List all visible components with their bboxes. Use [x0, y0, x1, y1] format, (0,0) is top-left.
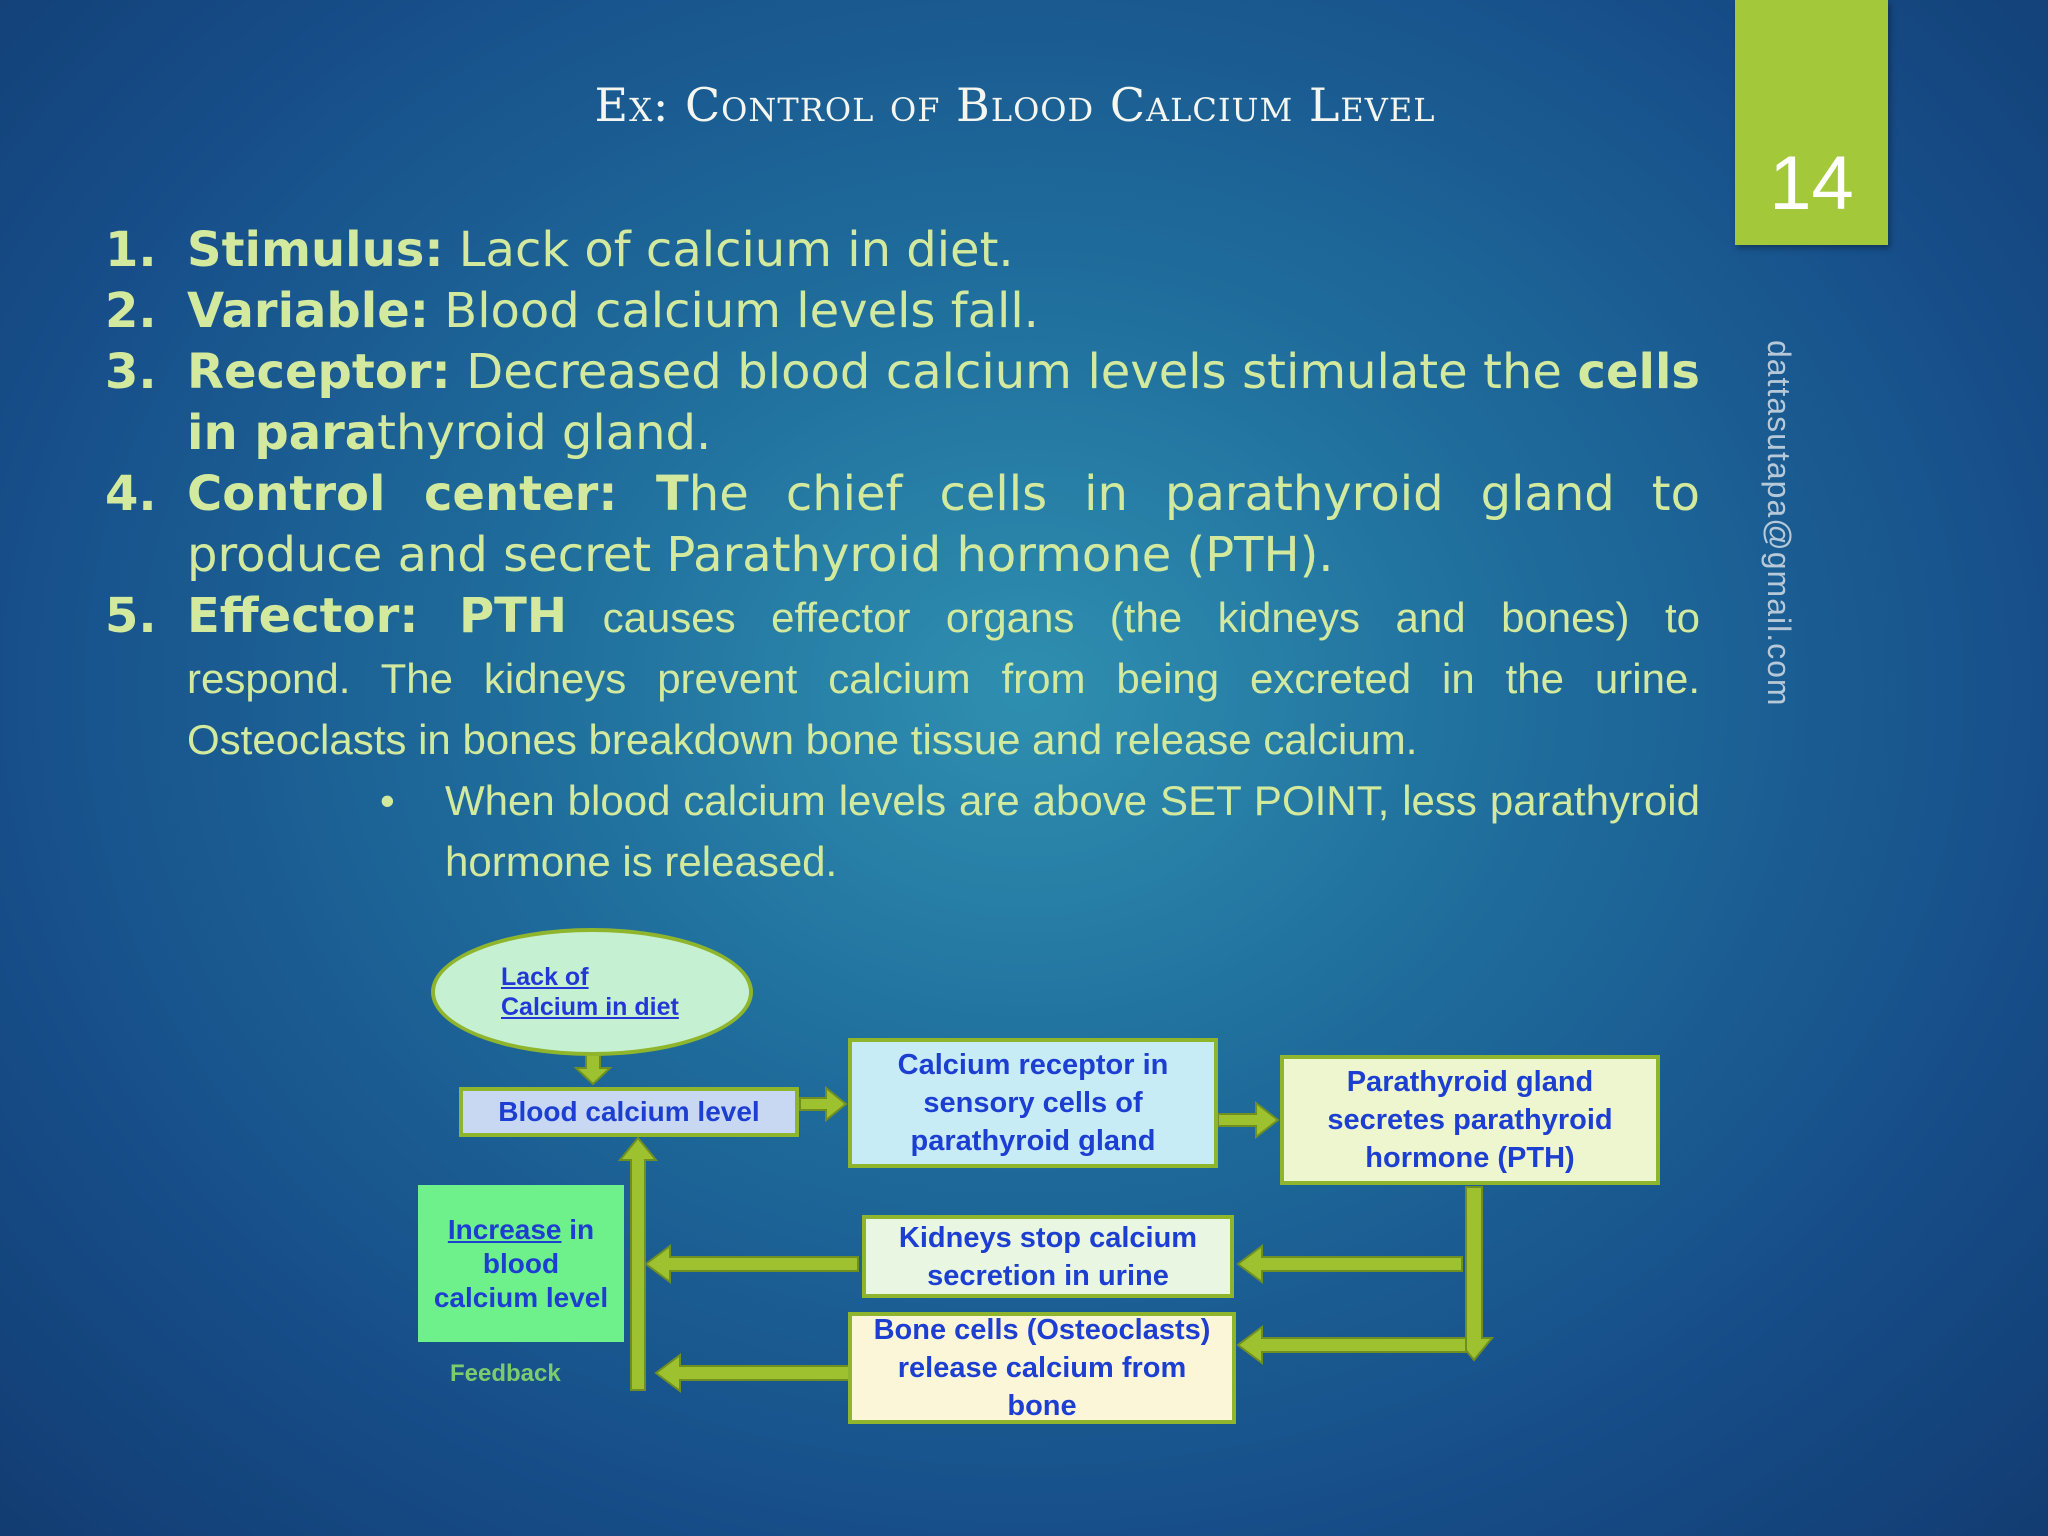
item-bold-text: cells in para: [187, 344, 1700, 461]
item-label: Receptor:: [187, 344, 451, 400]
kidneys-box: [862, 1215, 1234, 1298]
item-text: Lack of calcium in diet.: [443, 222, 1014, 278]
bone-label: Bone cells (Osteoclasts) release calcium from bone: [873, 1314, 1211, 1422]
blood-level-label: Blood calcium level: [498, 1096, 760, 1127]
item-text: Blood calcium levels fall.: [429, 283, 1039, 339]
arrow-right-icon: [1218, 1103, 1278, 1137]
increase-label: [432, 1213, 610, 1315]
stimulus-label-line2: Calcium in diet: [501, 993, 679, 1021]
item-number: 4.: [105, 466, 157, 522]
arrow-down-icon: [1456, 1187, 1492, 1360]
item-text: he chief cells in parathyroid gland to produce and secret Parathyroid hormone (PTH).: [187, 466, 1700, 583]
increase-box: [418, 1185, 624, 1342]
slide-title: Ex: Control of Blood Calcium Level: [594, 78, 1436, 132]
stimulus-label-line1: Lack of: [501, 963, 589, 991]
arrow-left-icon: [656, 1355, 850, 1391]
bone-box: [848, 1312, 1236, 1424]
blood-level-box: [459, 1087, 799, 1137]
parathyroid-label: Parathyroid gland secretes parathyroid hormone (PTH): [1327, 1066, 1613, 1174]
item-number: 1.: [105, 222, 157, 278]
item-text: causes effector organs (the kidneys and bones) to: [567, 594, 1700, 641]
item-label: Stimulus:: [187, 222, 444, 278]
item-text: Decreased blood calcium levels stimulate the: [450, 344, 1578, 400]
arrow-left-icon: [646, 1246, 858, 1282]
item-label: Variable:: [187, 283, 429, 339]
receptor-box: [848, 1038, 1218, 1168]
arrow-right-icon: [800, 1088, 846, 1120]
list-item-body: respond. The kidneys prevent calcium from being excreted in the urine. Osteoclasts in bones breakdown bone tissue and release calcium.: [187, 655, 1700, 763]
item-number: 2.: [105, 283, 157, 339]
stimulus-ellipse: [431, 928, 753, 1056]
increase-word: Increase: [447, 1213, 562, 1245]
item-number: 3.: [105, 344, 157, 400]
arrow-left-icon: [1238, 1327, 1466, 1363]
arrow-left-icon: [1238, 1246, 1462, 1282]
receptor-label: Calcium receptor in sensory cells of parathyroid gland: [897, 1049, 1169, 1157]
item-label: Control center: T: [187, 466, 689, 522]
item-text-2: thyroid gland.: [377, 405, 712, 461]
feedback-label: Feedback: [450, 1360, 561, 1387]
slide-number: 14: [1769, 141, 1854, 226]
kidneys-label: Kidneys stop calcium secretion in urine: [898, 1221, 1198, 1292]
bullet-text: When blood calcium levels are above SET POINT, less parathyroid hormone is released.: [445, 777, 1700, 885]
parathyroid-box: [1280, 1055, 1660, 1185]
increase-rest: in blood calcium level: [433, 1213, 609, 1313]
author-email: dattasutapa@gmail.com: [1761, 340, 1797, 707]
bullet-icon: •: [380, 777, 395, 824]
item-number: 5.: [105, 588, 157, 644]
item-label: Effector: PTH: [187, 588, 568, 644]
